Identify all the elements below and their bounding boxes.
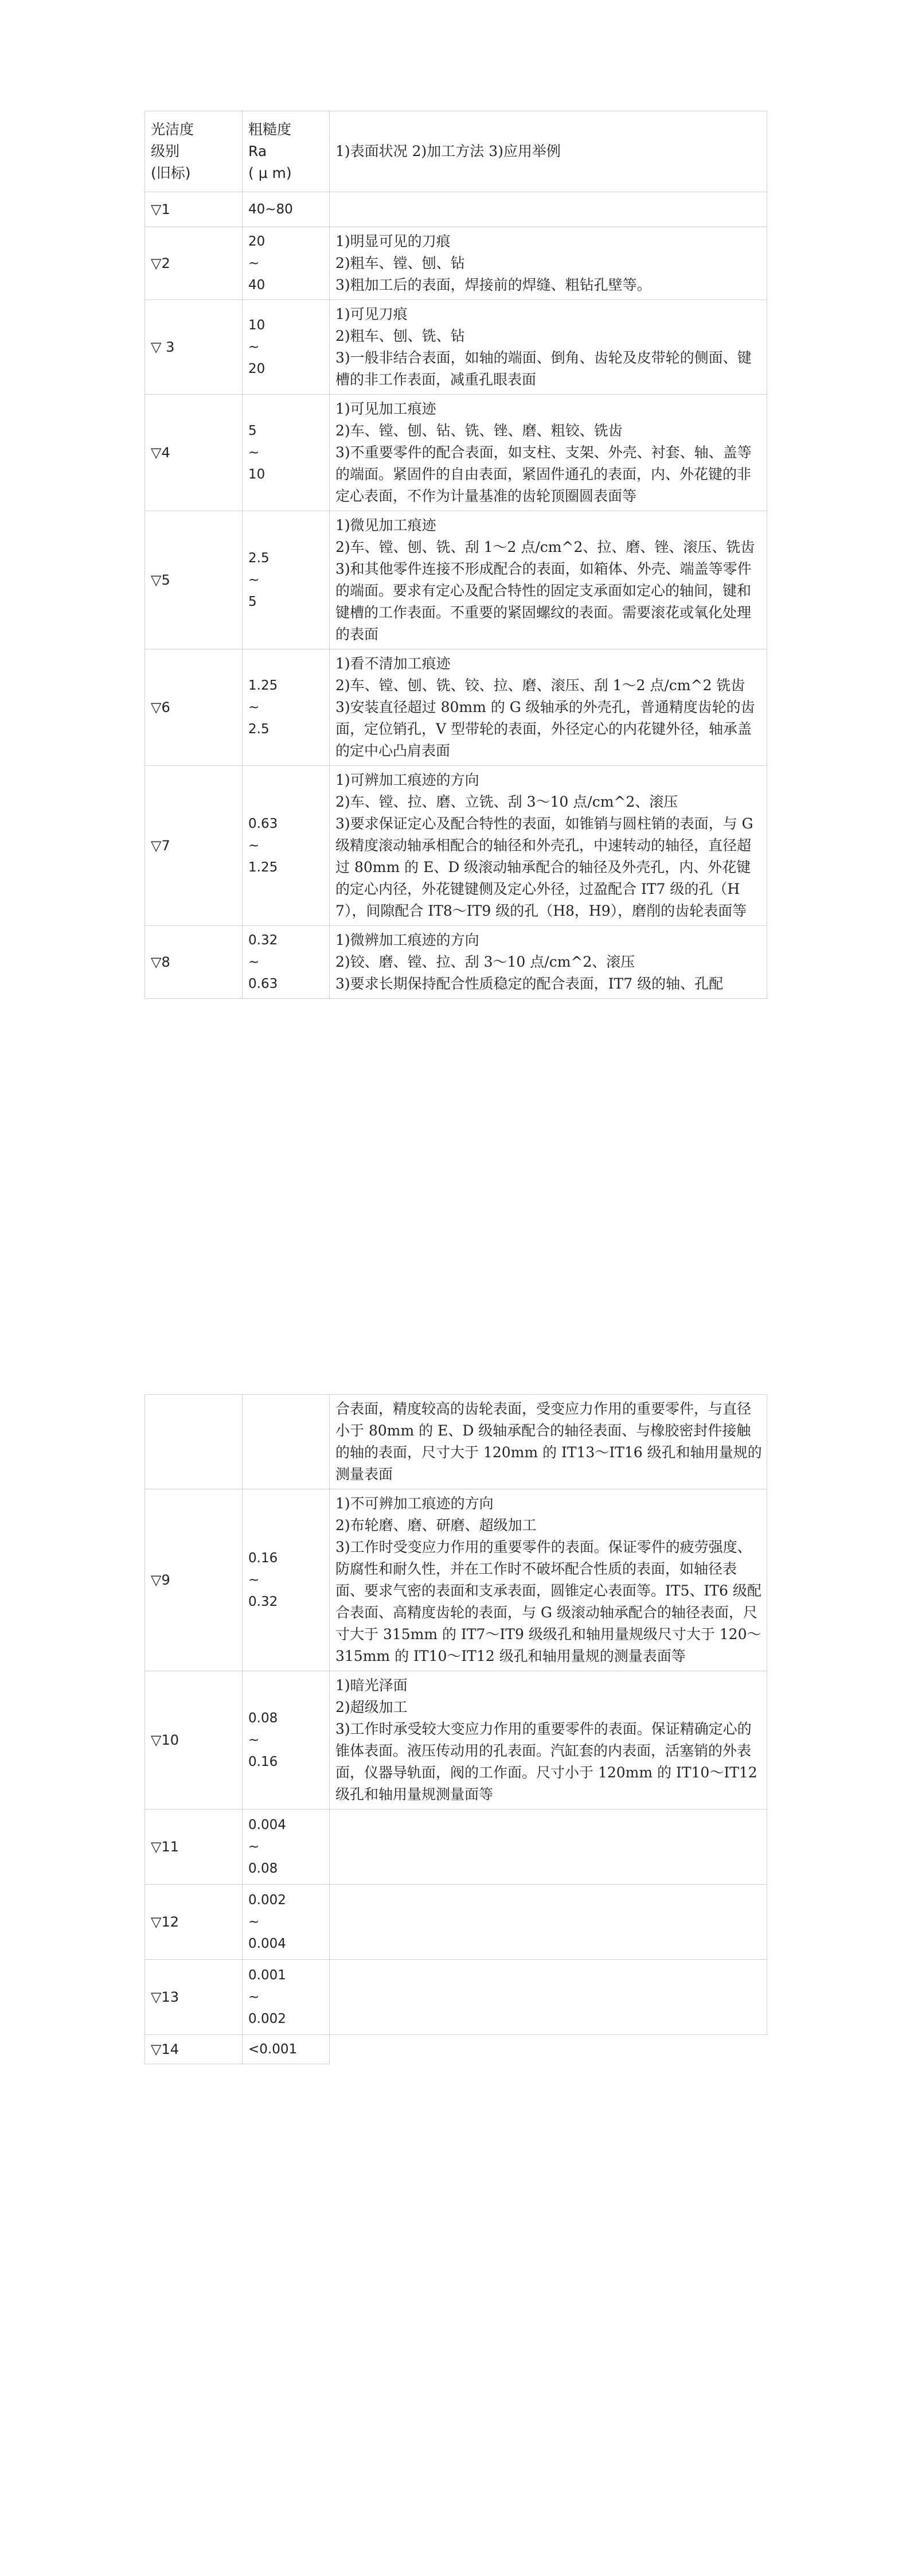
description-cell <box>330 192 767 227</box>
roughness-table-part-2 <box>144 1394 767 2064</box>
ra-value-line: 40 <box>248 278 265 293</box>
description-line: 1)暗光泽面 <box>335 1677 408 1694</box>
grade-cell: ▽12 <box>145 1885 243 1960</box>
ra-cell <box>243 1489 330 1671</box>
header-ra-line: 粗糙度 <box>248 121 292 138</box>
table-row <box>145 511 767 649</box>
grade-cell: ▽13 <box>145 1960 243 2035</box>
ra-value-line: 5 <box>248 594 257 609</box>
table-row <box>145 766 767 926</box>
ra-value-line: 2.5 <box>248 551 270 566</box>
ra-cell <box>243 926 330 999</box>
description-cell <box>330 1395 767 1489</box>
ra-value-line: ~ <box>248 955 260 970</box>
ra-value-line: 20 <box>248 361 265 376</box>
grade-cell: ▽11 <box>145 1810 243 1885</box>
header-desc-cell: 1)表面状况 2)加工方法 3)应用举例 <box>330 111 767 192</box>
description-cell <box>330 1489 767 1671</box>
ra-value-line: ~ <box>248 1839 260 1854</box>
grade-cell <box>145 1395 243 1489</box>
table-body-part-1 <box>145 192 767 999</box>
ra-value-line: 5 <box>248 423 257 438</box>
description-cell <box>330 395 767 511</box>
header-ra-line: ( μ m) <box>248 165 292 181</box>
grade-cell: ▽5 <box>145 511 243 649</box>
ra-cell <box>243 766 330 926</box>
description-line: 3)粗加工后的表面，焊接前的焊缝、粗钻孔壁等。 <box>335 277 651 293</box>
ra-value-line: <0.001 <box>248 2042 298 2057</box>
table-row <box>145 1395 767 1489</box>
table-page-2 <box>144 1394 767 2064</box>
description-line: 合表面，精度较高的齿轮表面，受变应力作用的重要零件，与直径小于 80mm 的 E、D 级轴承配合的轴径表面、与橡胶密封件接触的轴的表面，尺寸大于 120mm 的 IT13～IT16 级孔和轴用量规的测量表面 <box>335 1400 762 1482</box>
table-row <box>145 1671 767 1810</box>
ra-value-line: 0.16 <box>248 1551 278 1566</box>
ra-value-line: ~ <box>248 445 260 460</box>
grade-cell: ▽7 <box>145 766 243 926</box>
table-row <box>145 300 767 395</box>
ra-value-line: 1.25 <box>248 678 278 693</box>
ra-value-line: 40~80 <box>248 202 293 217</box>
header-ra-cell <box>243 111 330 192</box>
ra-value-line: ~ <box>248 1733 260 1748</box>
description-line: 1)微见加工痕迹 <box>335 517 436 534</box>
description-line: 3)不重要零件的配合表面，如支柱、支架、外壳、衬套、轴、盖等的端面。紧固件的自由表面，紧固件通孔的表面，内、外花键的非定心表面，不作为计量基准的齿轮顶圈圆表面等 <box>335 444 752 504</box>
ra-cell <box>243 300 330 395</box>
description-line: 1)可见刀痕 <box>335 306 408 322</box>
header-grade-line: 级别 <box>151 143 180 159</box>
ra-value-line: 20 <box>248 234 265 249</box>
ra-value-line: ~ <box>248 838 260 853</box>
description-cell <box>330 227 767 300</box>
grade-cell: ▽8 <box>145 926 243 999</box>
grade-cell: ▽10 <box>145 1671 243 1810</box>
ra-value-line: 0.32 <box>248 933 278 948</box>
description-cell <box>330 926 767 999</box>
roughness-table-part-1 <box>144 111 767 999</box>
description-line: 2)车、镗、拉、磨、立铣、刮 3～10 点/cm^2、滚压 <box>335 793 678 810</box>
ra-value-line: 0.08 <box>248 1711 278 1726</box>
grade-cell: ▽4 <box>145 395 243 511</box>
ra-cell <box>243 2035 330 2064</box>
ra-value-line: ~ <box>248 573 260 587</box>
description-line: 2)超级加工 <box>335 1699 408 1715</box>
ra-cell <box>243 1960 330 2035</box>
ra-value-line: ~ <box>248 1573 260 1587</box>
ra-value-line: ~ <box>248 1990 260 2005</box>
description-line: 3)要求保证定心及配合特性的表面，如锥销与圆柱销的表面，与 G 级精度滚动轴承相配合的轴径和外壳孔，中速转动的轴径，直径超过 80mm 的 E、D 级滚动轴承配合的轴径及外壳孔，内、外花键的定心内径，外花键键侧及定心外径，过盈配合 IT7 级的孔（H7），间隙配合 IT8～IT9 级的孔（H8，H9），磨削的齿轮表面等 <box>335 815 753 919</box>
ra-value-line: ~ <box>248 700 260 715</box>
ra-cell <box>243 511 330 649</box>
ra-cell <box>243 1810 330 1885</box>
ra-value-line: ~ <box>248 1915 260 1929</box>
description-cell <box>330 649 767 766</box>
description-line: 3)工作时受变应力作用的重要零件的表面。保证零件的疲劳强度、防腐性和耐久性，并在工作时不破坏配合性质的表面，如轴径表面、要求气密的表面和支承表面，圆锥定心表面等。IT5、IT6 级配合表面、高精度齿轮的表面，与 G 级滚动轴承配合的轴径表面，尺寸大于 315mm 的 IT7～IT9 级级孔和轴用量规级尺寸大于 120～315mm 的 IT10～IT12 级孔和轴用量规的测量表面等 <box>335 1539 761 1664</box>
description-cell <box>330 766 767 926</box>
ra-value-line: 0.16 <box>248 1754 278 1769</box>
ra-value-line: 0.63 <box>248 976 278 991</box>
description-line: 1)可见加工痕迹 <box>335 400 436 417</box>
description-line: 3)工作时承受较大变应力作用的重要零件的表面。保证精确定心的锥体表面。液压传动用的孔表面。汽缸套的内表面，活塞销的外表面，仪器导轨面，阀的工作面。尺寸小于 120mm 的 IT10～IT12 级孔和轴用量规测量面等 <box>335 1721 757 1803</box>
description-line: 3)安装直径超过 80mm 的 G 级轴承的外壳孔，普通精度齿轮的齿面，定位销孔，V 型带轮的表面，外径定心的内花键外径，轴承盖的定中心凸肩表面 <box>335 699 755 759</box>
table-row <box>145 1885 767 1960</box>
description-line: 3)和其他零件连接不形成配合的表面，如箱体、外壳、端盖等零件的端面。要求有定心及配合特性的固定支承面如定心的轴间，键和键槽的工作表面。不重要的紧固螺纹的表面。需要滚花或氧化处理的表面 <box>335 561 752 643</box>
description-line: 2)车、镗、刨、铣、刮 1～2 点/cm^2、拉、磨、锉、滚压、铣齿 <box>335 539 755 555</box>
ra-value-line: 10 <box>248 318 265 333</box>
grade-cell: ▽ 3 <box>145 300 243 395</box>
grade-cell: ▽1 <box>145 192 243 227</box>
header-ra-line: Ra <box>248 143 267 159</box>
description-cell <box>330 511 767 649</box>
description-line: 1)微辨加工痕迹的方向 <box>335 932 479 948</box>
ra-value-line: 0.63 <box>248 816 278 831</box>
ra-value-line: 0.004 <box>248 1936 286 1951</box>
table-page-1 <box>144 111 767 999</box>
grade-cell: ▽14 <box>145 2035 243 2064</box>
ra-cell <box>243 1671 330 1810</box>
ra-cell <box>243 1885 330 1960</box>
grade-cell: ▽9 <box>145 1489 243 1671</box>
ra-cell <box>243 1395 330 1489</box>
ra-value-line: 0.32 <box>248 1594 278 1609</box>
table-row <box>145 192 767 227</box>
table-row <box>145 1960 767 2035</box>
ra-value-line: 10 <box>248 467 265 482</box>
header-grade-cell <box>145 111 243 192</box>
description-line: 1)可辨加工痕迹的方向 <box>335 772 479 788</box>
table-body-part-2 <box>145 1395 767 2064</box>
description-line: 3)一般非结合表面，如轴的端面、倒角、齿轮及皮带轮的侧面、键槽的非工作表面，减重孔眼表面 <box>335 349 752 388</box>
ra-value-line: 0.002 <box>248 2011 286 2026</box>
table-row <box>145 395 767 511</box>
ra-value-line: 0.001 <box>248 1968 286 1983</box>
description-line: 2)车、镗、刨、铣、铰、拉、磨、滚压、刮 1～2 点/cm^2 铣齿 <box>335 677 745 694</box>
ra-cell <box>243 227 330 300</box>
description-cell <box>330 1960 767 2035</box>
ra-value-line: ~ <box>248 340 260 355</box>
description-cell <box>330 300 767 395</box>
description-line: 3)要求长期保持配合性质稳定的配合表面，IT7 级的轴、孔配 <box>335 975 724 992</box>
description-line: 2)粗车、镗、刨、钻 <box>335 255 465 271</box>
ra-value-line: 1.25 <box>248 860 278 875</box>
ra-value-line: ~ <box>248 256 260 271</box>
description-line: 1)看不清加工痕迹 <box>335 655 451 672</box>
ra-value-line: 0.002 <box>248 1893 286 1908</box>
table-row <box>145 2035 767 2064</box>
description-cell <box>330 1671 767 1810</box>
ra-cell <box>243 192 330 227</box>
ra-value-line: 2.5 <box>248 722 270 737</box>
description-cell <box>330 1885 767 1960</box>
description-cell <box>330 1810 767 1885</box>
grade-cell: ▽6 <box>145 649 243 766</box>
description-line: 1)明显可见的刀痕 <box>335 233 451 250</box>
description-line: 2)布轮磨、磨、研磨、超级加工 <box>335 1517 537 1534</box>
ra-value-line: 0.004 <box>248 1818 286 1832</box>
description-line: 2)粗车、刨、铣、钻 <box>335 328 465 344</box>
table-header-row <box>145 111 767 192</box>
header-grade-line: 光洁度 <box>151 121 194 138</box>
description-line: 1)不可辨加工痕迹的方向 <box>335 1495 494 1512</box>
table-row <box>145 1810 767 1885</box>
description-line: 2)车、镗、刨、钻、铣、锉、磨、粗铰、铣齿 <box>335 422 623 439</box>
ra-cell <box>243 395 330 511</box>
ra-value-line: 0.08 <box>248 1861 278 1876</box>
description-line: 2)铰、磨、镗、拉、刮 3～10 点/cm^2、滚压 <box>335 954 635 970</box>
table-row <box>145 227 767 300</box>
header-grade-line: (旧标) <box>151 165 191 181</box>
table-row <box>145 649 767 766</box>
ra-cell <box>243 649 330 766</box>
table-row <box>145 926 767 999</box>
table-row <box>145 1489 767 1671</box>
grade-cell: ▽2 <box>145 227 243 300</box>
